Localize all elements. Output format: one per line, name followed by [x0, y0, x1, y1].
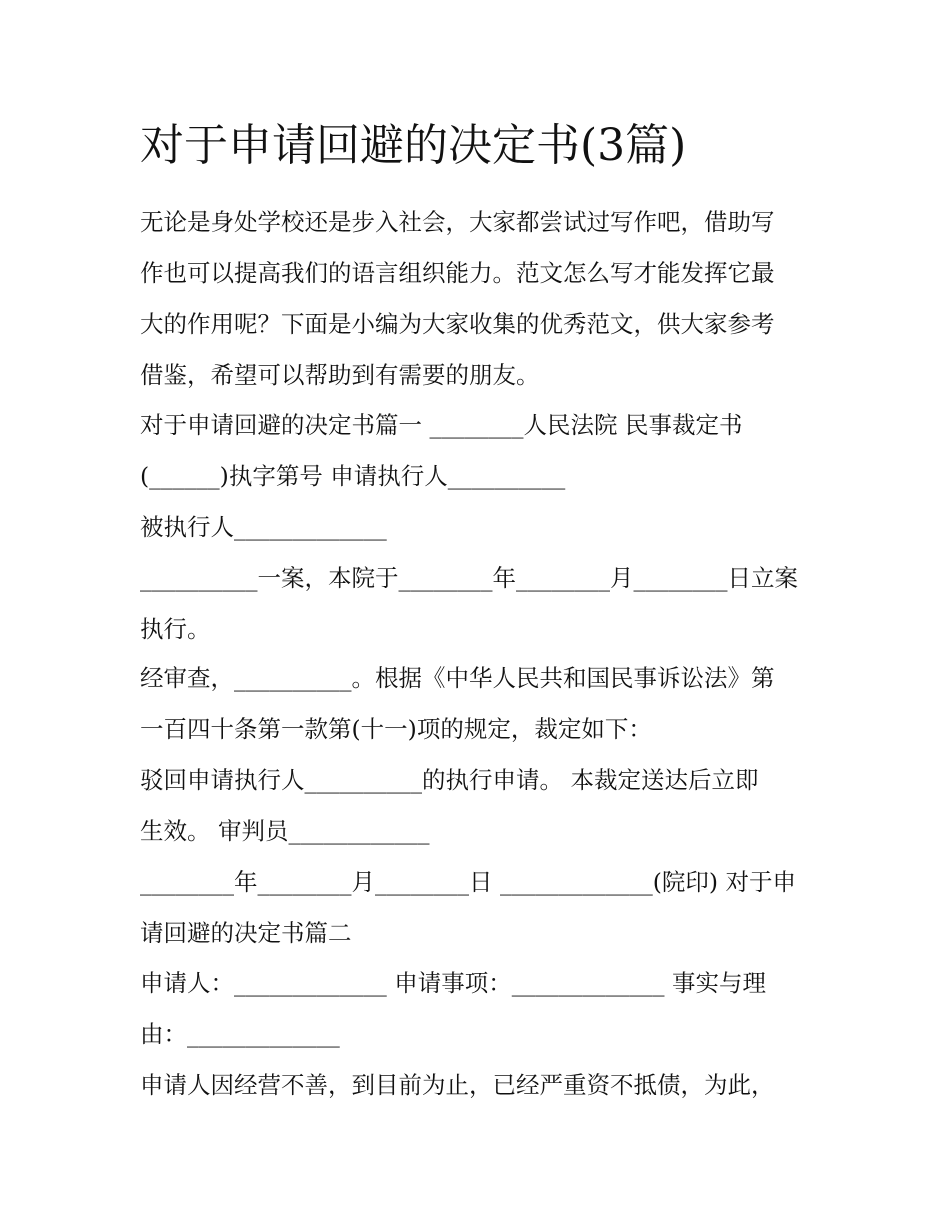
text-line: 由：_____________	[140, 1020, 340, 1048]
text-line: 执行。	[140, 615, 211, 643]
text-line: 作也可以提高我们的语言组织能力。范文怎么写才能发挥它最	[140, 259, 775, 287]
text-line: __________一案，本院于________年________月________日立案	[140, 564, 798, 592]
text-line: (______)执字第号 申请执行人__________	[140, 462, 566, 490]
text-line: 大的作用呢？下面是小编为大家收集的优秀范文，供大家参考	[140, 310, 775, 338]
text-line: 申请人：_____________ 申请事项：_____________ 事实与理	[140, 969, 766, 997]
document-title: 对于申请回避的决定书(3篇)	[140, 120, 687, 171]
text-line: 申请人因经营不善，到目前为止，已经严重资不抵债，为此，	[140, 1071, 775, 1099]
text-line: 请回避的决定书篇二	[140, 919, 352, 947]
text-line: 驳回申请执行人__________的执行申请。 本裁定送达后立即	[140, 766, 759, 794]
text-line: 被执行人_____________	[140, 513, 387, 541]
text-line: 借鉴，希望可以帮助到有需要的朋友。	[140, 361, 540, 389]
text-line: 生效。 审判员____________	[140, 817, 430, 845]
text-line: 一百四十条第一款第(十一)项的规定，裁定如下：	[140, 715, 652, 743]
text-line: 经审查，__________。根据《中华人民共和国民事诉讼法》第	[140, 664, 775, 692]
text-line: ________年________月________日 _____________(院印) 对于申	[140, 868, 797, 896]
text-line: 对于申请回避的决定书篇一 ________人民法院 民事裁定书	[140, 411, 743, 439]
text-line: 无论是身处学校还是步入社会，大家都尝试过写作吧，借助写	[140, 208, 775, 236]
